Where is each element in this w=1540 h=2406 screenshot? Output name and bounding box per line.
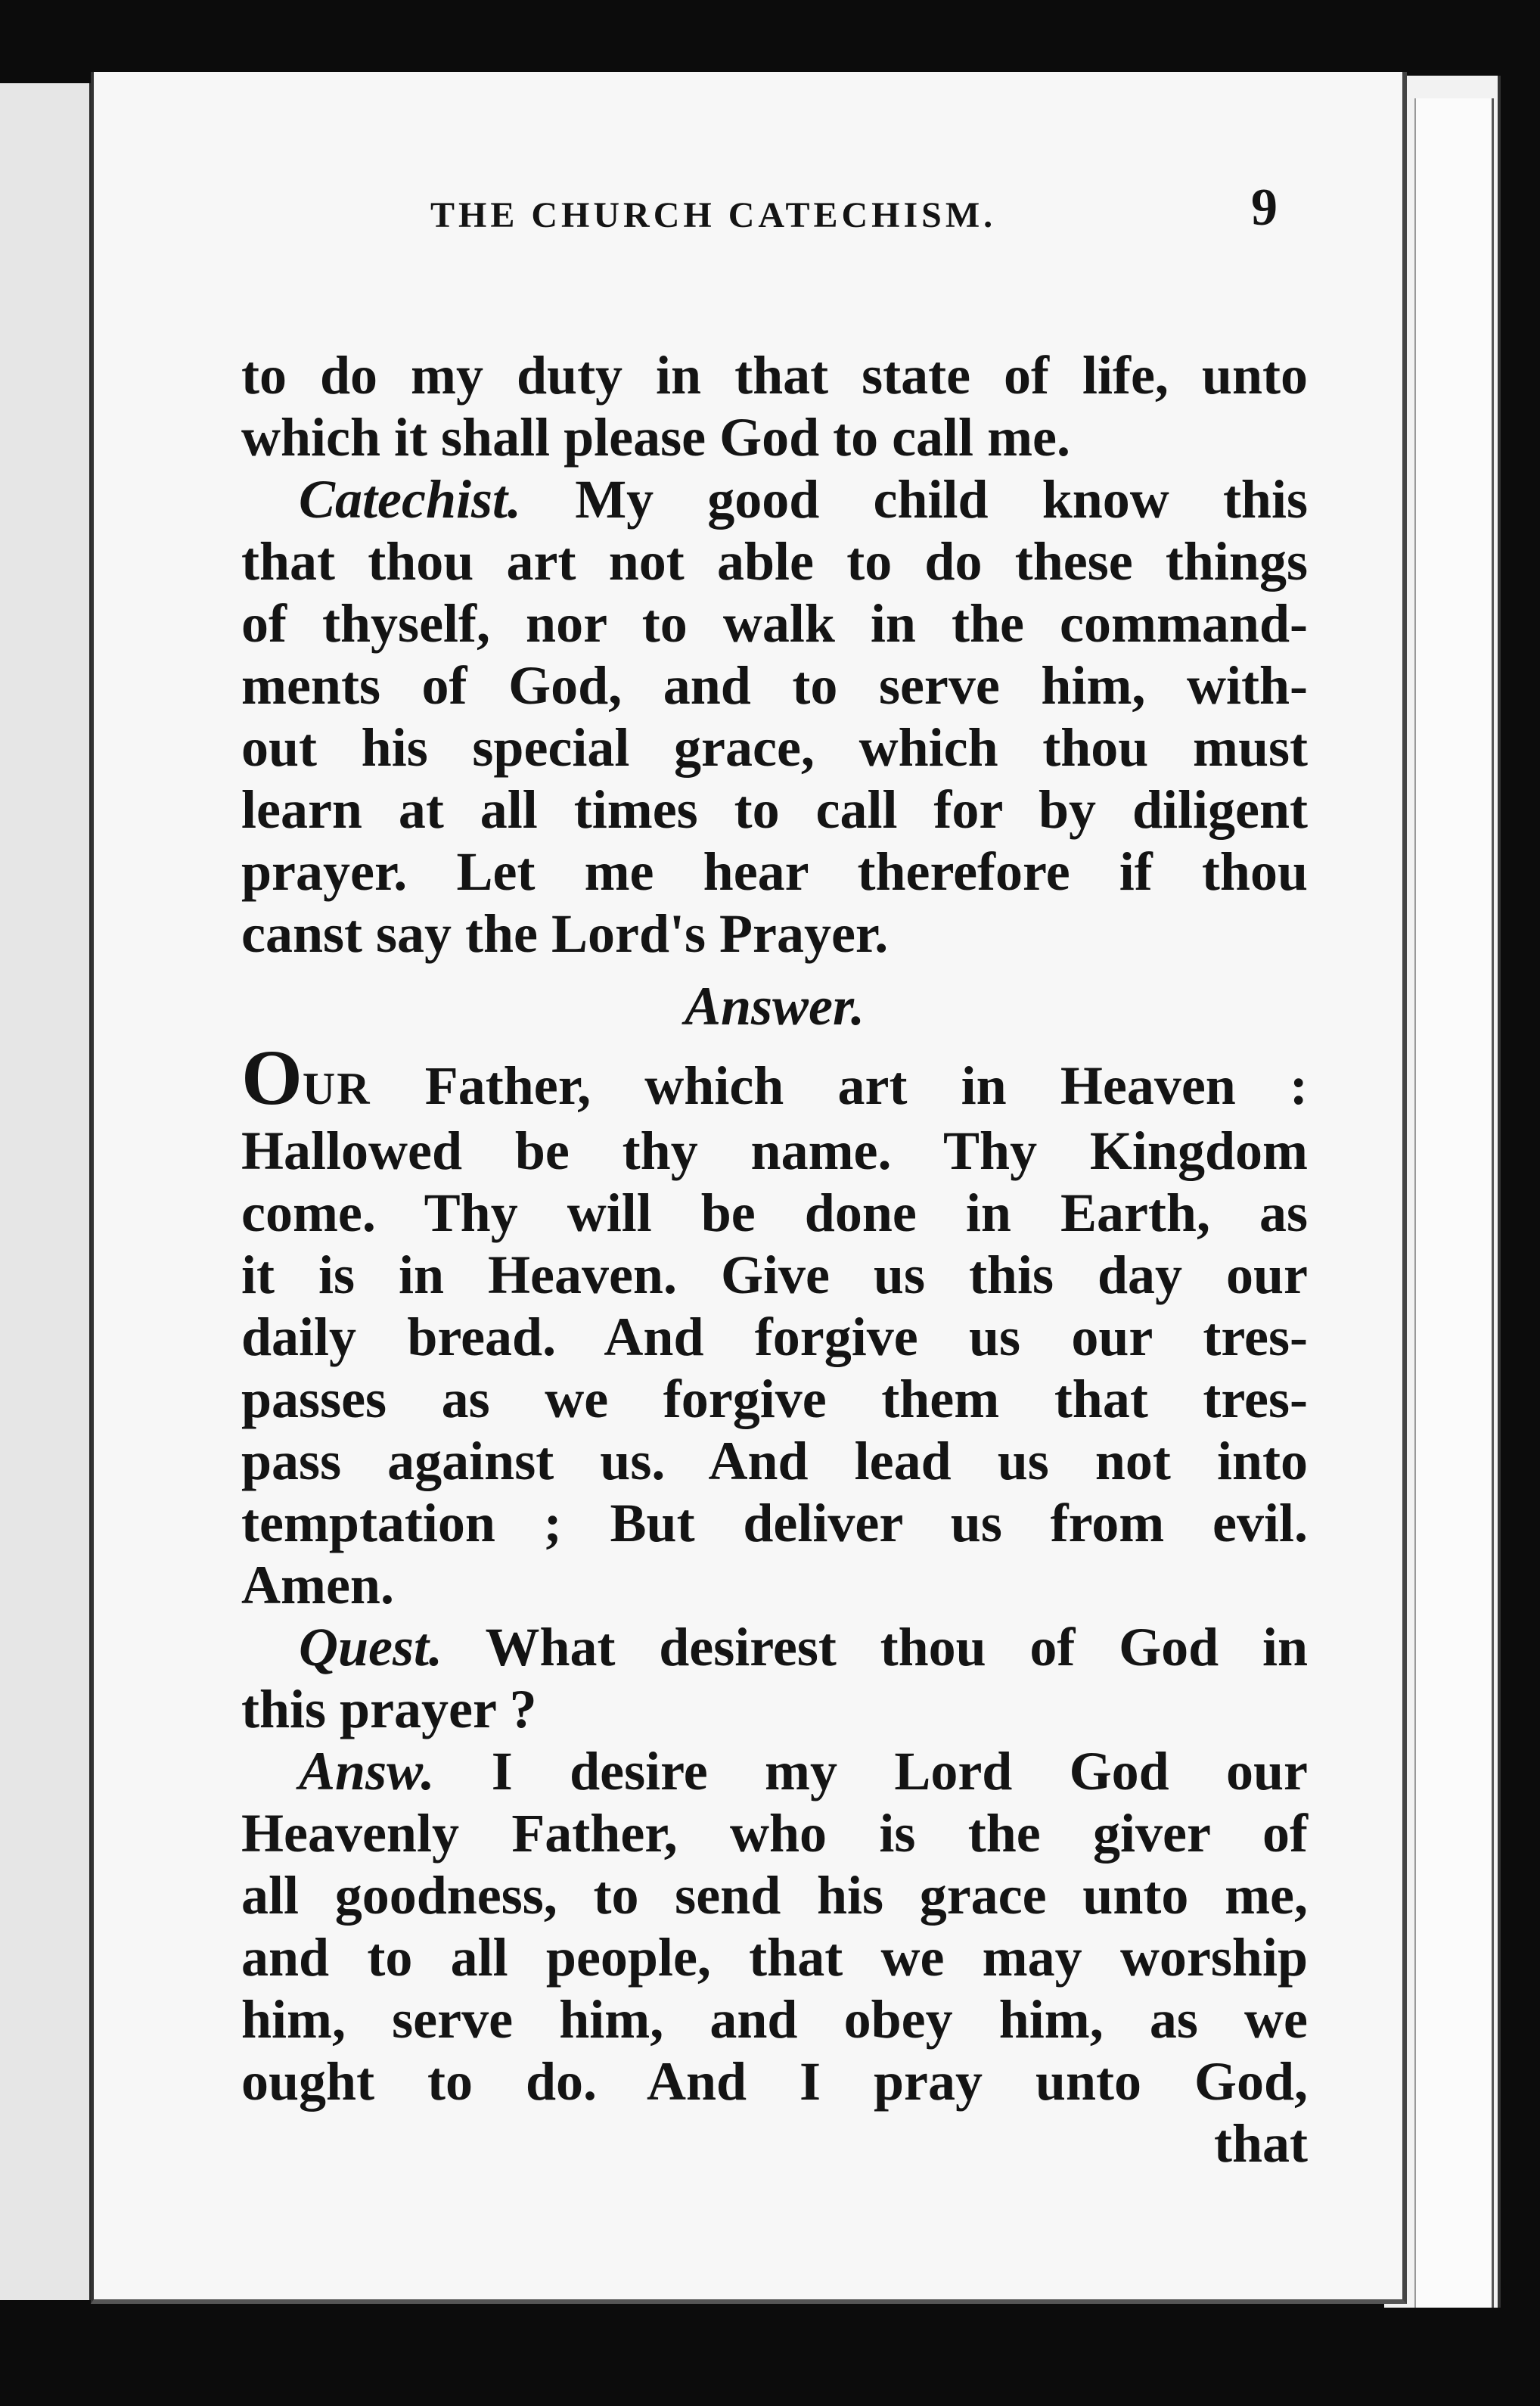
- text-line: pass against us. And lead us not into: [241, 1431, 1308, 1491]
- text-line: learn at all times to call for by diligent: [241, 779, 1308, 840]
- text-line: come. Thy will be done in Earth, as: [241, 1183, 1308, 1243]
- text-line: ments of God, and to serve him, with-: [241, 655, 1308, 716]
- page-number: 9: [1251, 179, 1278, 237]
- facing-page-edge: [0, 83, 92, 2300]
- text-line: daily bread. And forgive us our tres-: [241, 1307, 1308, 1367]
- text-segment: My good child know this: [575, 469, 1309, 530]
- book-page: [91, 72, 1407, 2304]
- text-line: passes as we forgive them that tres-: [241, 1369, 1308, 1429]
- speaker-label-quest: Quest.: [299, 1617, 443, 1677]
- text-line: canst say the Lord's Prayer.: [241, 903, 889, 964]
- page-stack-edge-inner: [1414, 98, 1494, 2308]
- text-line: [241, 468, 1308, 530]
- text-line: [241, 1616, 1308, 1678]
- text-segment: Father, which art in Heaven :: [424, 1055, 1309, 1116]
- small-caps-word: UR: [302, 1064, 371, 1114]
- text-line: which it shall please God to call me.: [241, 407, 1070, 468]
- speaker-label-catechist: Catechist.: [299, 469, 522, 530]
- page-text: [241, 344, 1308, 2174]
- drop-cap: O: [241, 1034, 303, 1121]
- text-line: out his special grace, which thou must: [241, 717, 1308, 778]
- running-title: THE CHURCH CATECHISM.: [430, 195, 997, 235]
- text-segment: What desirest thou of God in: [485, 1617, 1308, 1677]
- catchword: that: [1214, 2113, 1308, 2174]
- text-line: Amen.: [241, 1555, 394, 1615]
- text-line: and to all people, that we may worship: [241, 1927, 1308, 1988]
- text-line: of thyself, nor to walk in the command-: [241, 593, 1308, 654]
- text-line: all goodness, to send his grace unto me,: [241, 1865, 1308, 1926]
- text-line: this prayer ?: [241, 1679, 537, 1739]
- text-line: it is in Heaven. Give us this day our: [241, 1245, 1308, 1305]
- text-line: Hallowed be thy name. Thy Kingdom: [241, 1121, 1308, 1181]
- text-line: him, serve him, and obey him, as we: [241, 1989, 1308, 2050]
- text-line: that thou art not able to do these things: [241, 531, 1308, 592]
- text-line: Heavenly Father, who is the giver of: [241, 1803, 1308, 1864]
- text-line: to do my duty in that state of life, unto: [241, 345, 1308, 406]
- section-heading-answer: Answer.: [684, 976, 865, 1037]
- text-line: temptation ; But deliver us from evil.: [241, 1493, 1308, 1553]
- speaker-label-answ: Answ.: [299, 1741, 435, 1801]
- text-line: ought to do. And I pray unto God,: [241, 2051, 1308, 2112]
- text-line: [241, 1740, 1308, 1802]
- text-segment: I desire my Lord God our: [491, 1741, 1309, 1801]
- prayer-first-line: [241, 1034, 1309, 1121]
- text-line: prayer. Let me hear therefore if thou: [241, 841, 1308, 902]
